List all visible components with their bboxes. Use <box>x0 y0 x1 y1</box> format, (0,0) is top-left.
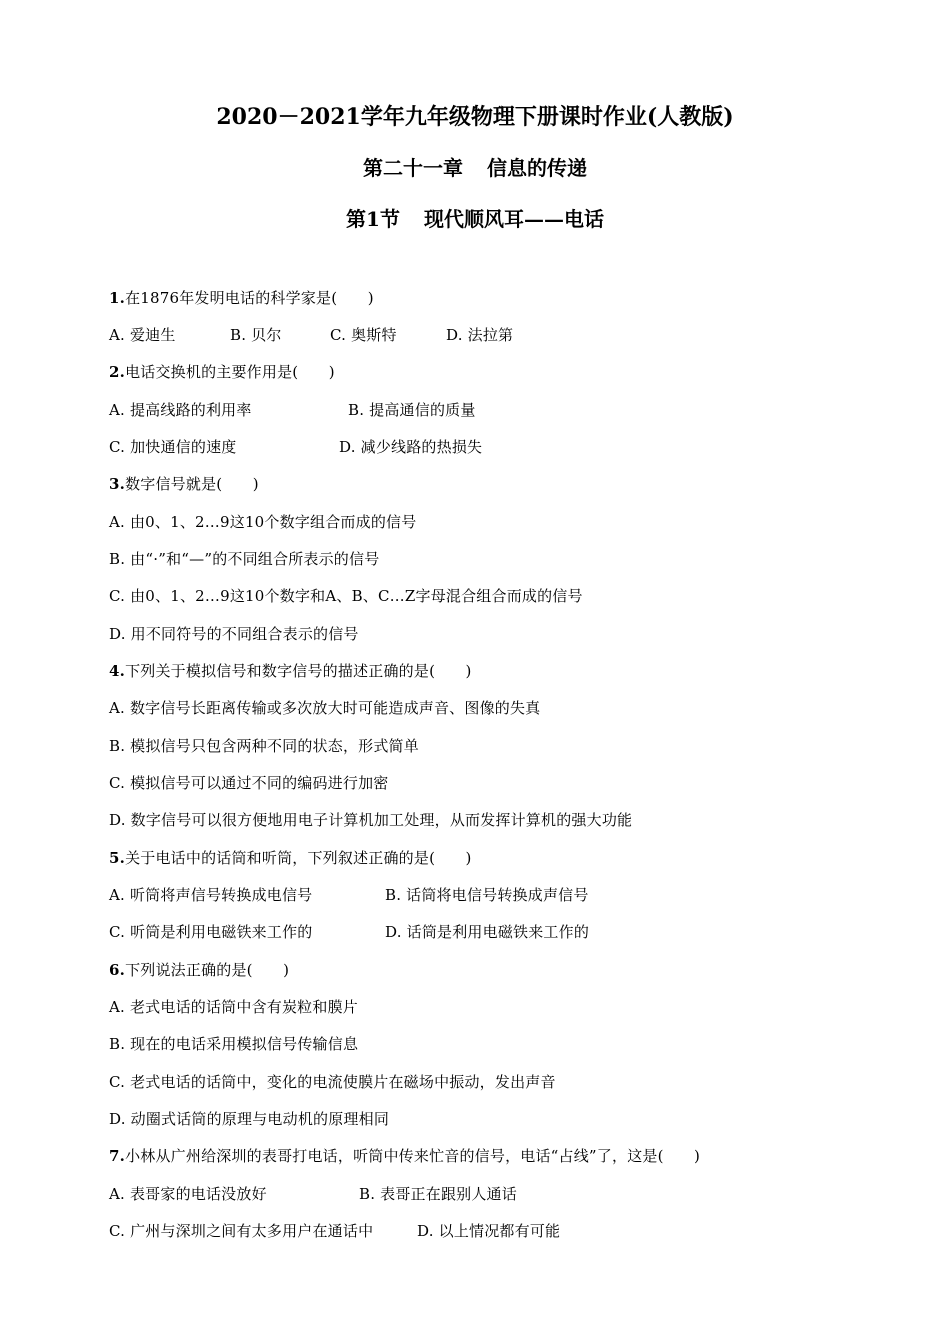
option-c: C. 广州与深圳之间有太多用户在通话中 <box>109 1222 374 1240</box>
chapter-number: 第二十一章 <box>363 156 463 180</box>
question-7-options-row-2 <box>109 1220 809 1242</box>
question-3-stem <box>109 473 259 494</box>
question-number: 4. <box>109 662 126 680</box>
question-text: 下列说法正确的是( ) <box>125 961 290 979</box>
question-number: 7. <box>109 1147 126 1165</box>
question-4-stem <box>109 660 472 681</box>
question-5-stem <box>109 847 472 868</box>
question-1-stem <box>109 287 374 308</box>
question-number: 2. <box>109 363 126 381</box>
question-text: 数字信号就是( ) <box>125 475 259 493</box>
option-b: B. 贝尔 <box>230 326 282 344</box>
option-b: B. 话筒将电信号转换成声信号 <box>385 886 589 904</box>
question-6-stem <box>109 959 289 980</box>
option-c: C. 听筒是利用电磁铁来工作的 <box>109 923 313 941</box>
question-5-options-row-2 <box>109 921 809 943</box>
section-heading <box>0 203 950 232</box>
question-5-options-row-1 <box>109 884 809 906</box>
option-c: C. 奥斯特 <box>330 326 397 344</box>
option-c: C. 加快通信的速度 <box>109 438 237 456</box>
option-a: A. 表哥家的电话没放好 <box>109 1185 267 1203</box>
question-7-stem <box>109 1145 700 1166</box>
question-7-options-row-1 <box>109 1183 809 1205</box>
question-number: 6. <box>109 961 126 979</box>
question-6-option-a: A. 老式电话的话筒中含有炭粒和膜片 <box>109 998 358 1016</box>
question-text: 电话交换机的主要作用是( ) <box>125 363 335 381</box>
document-title: 2020－2021学年九年级物理下册课时作业(人教版) <box>216 104 734 130</box>
option-a: A. 提高线路的利用率 <box>109 401 252 419</box>
question-number: 5. <box>109 849 126 867</box>
question-3-option-b: B. 由“·”和“—”的不同组合所表示的信号 <box>109 550 380 568</box>
chapter-name: 信息的传递 <box>487 156 587 180</box>
question-6-option-d: D. 动圈式话筒的原理与电动机的原理相同 <box>109 1110 390 1128</box>
question-text: 关于电话中的话筒和听筒，下列叙述正确的是( ) <box>125 849 472 867</box>
section-name: 现代顺风耳——电话 <box>423 207 604 231</box>
question-6-option-c: C. 老式电话的话筒中，变化的电流使膜片在磁场中振动，发出声音 <box>109 1073 556 1091</box>
question-text: 下列关于模拟信号和数字信号的描述正确的是( ) <box>125 662 472 680</box>
question-4-option-c: C. 模拟信号可以通过不同的编码进行加密 <box>109 774 389 792</box>
option-d: D. 话筒是利用电磁铁来工作的 <box>385 923 590 941</box>
question-3-option-a: A. 由0、1、2…9这10个数字组合而成的信号 <box>109 513 417 531</box>
question-4-option-b: B. 模拟信号只包含两种不同的状态，形式简单 <box>109 737 419 755</box>
option-d: D. 法拉第 <box>446 326 514 344</box>
question-2-options-row-1 <box>109 399 809 421</box>
question-number: 3. <box>109 475 126 493</box>
option-b: B. 表哥正在跟别人通话 <box>359 1185 517 1203</box>
question-number: 1. <box>109 289 126 307</box>
question-1-options <box>109 324 809 346</box>
option-a: A. 听筒将声信号转换成电信号 <box>109 886 313 904</box>
question-4-option-a: A. 数字信号长距离传输或多次放大时可能造成声音、图像的失真 <box>109 699 541 717</box>
question-3-option-d: D. 用不同符号的不同组合表示的信号 <box>109 625 359 643</box>
question-2-options-row-2 <box>109 436 809 458</box>
option-d: D. 减少线路的热损失 <box>339 438 483 456</box>
question-text: 在1876年发明电话的科学家是( ) <box>125 289 374 307</box>
chapter-heading <box>0 152 950 181</box>
question-3-option-c: C. 由0、1、2…9这10个数字和A、B、C…Z字母混合组合而成的信号 <box>109 587 583 605</box>
option-a: A. 爱迪生 <box>109 326 176 344</box>
question-4-option-d: D. 数字信号可以很方便地用电子计算机加工处理，从而发挥计算机的强大功能 <box>109 811 633 829</box>
question-text: 小林从广州给深圳的表哥打电话，听筒中传来忙音的信号，电话“占线”了，这是( ) <box>125 1147 701 1165</box>
section-number: 第1节 <box>346 207 400 231</box>
option-b: B. 提高通信的质量 <box>348 401 476 419</box>
option-d: D. 以上情况都有可能 <box>417 1222 561 1240</box>
question-2-stem <box>109 361 335 382</box>
question-6-option-b: B. 现在的电话采用模拟信号传输信息 <box>109 1035 359 1053</box>
